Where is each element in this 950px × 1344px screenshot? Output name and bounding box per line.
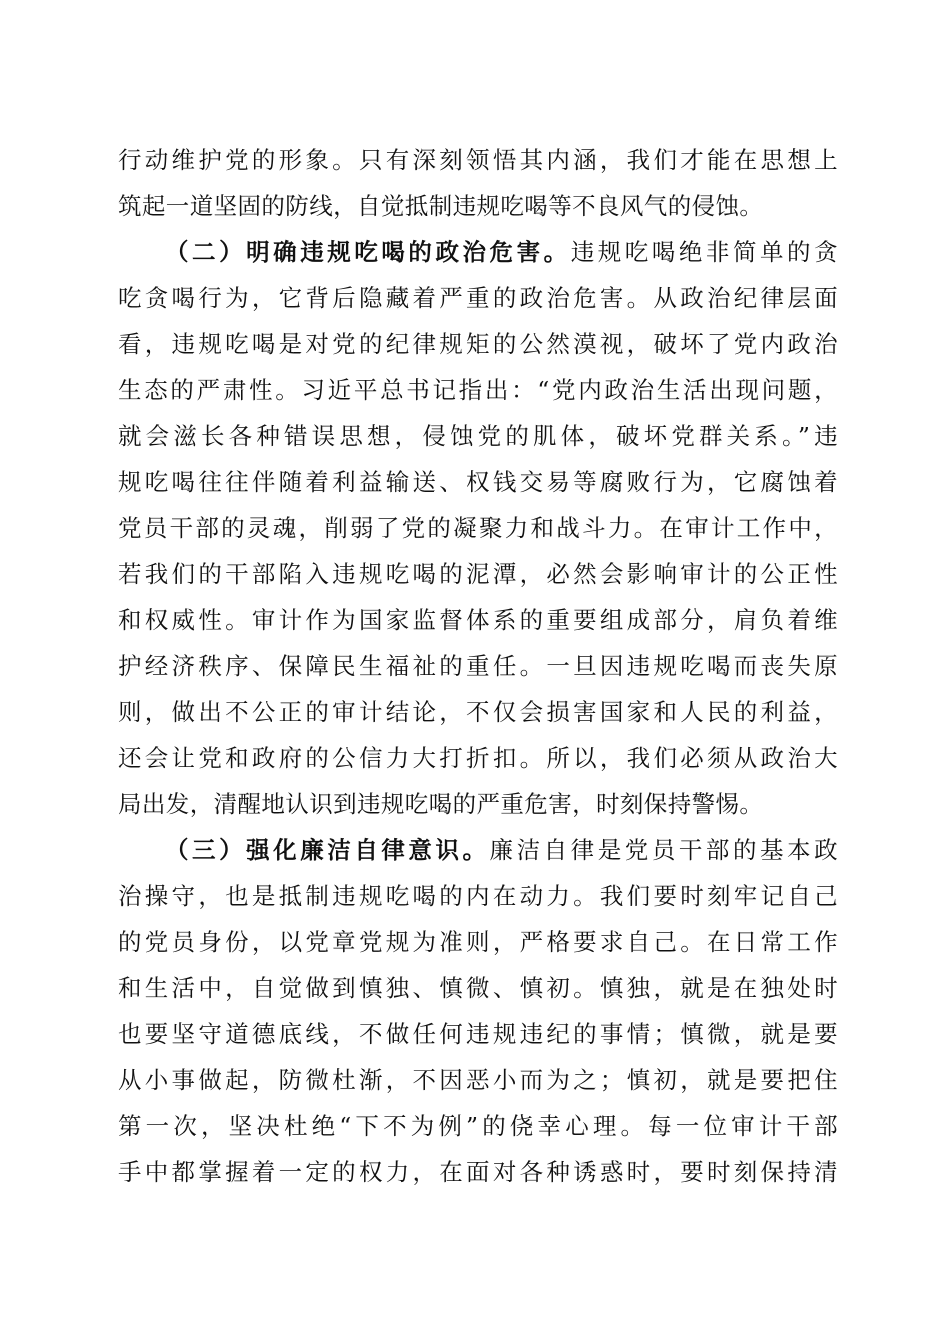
paragraph-2-line-7: 党员干部的灵魂，削弱了党的凝聚力和战斗力。在审计工作中， [118, 514, 838, 542]
paragraph-2-line-8: 若我们的干部陷入违规吃喝的泥潭，必然会影响审计的公正性 [118, 560, 838, 588]
section-heading-2: （二）明确违规吃喝的政治危害。 [165, 238, 571, 266]
paragraph-2-line-1 [165, 237, 838, 267]
paragraph-3-line-1-rest: 廉洁自律是党员干部的基本政 [489, 836, 838, 864]
paragraph-3-line-4: 和生活中，自觉做到慎独、慎微、慎初。慎独，就是在独处时 [118, 974, 838, 1002]
paragraph-1-line-2: 筑起一道坚固的防线，自觉抵制违规吃喝等不良风气的侵蚀。 [118, 192, 764, 220]
paragraph-2-line-12: 还会让党和政府的公信力大打折扣。所以，我们必须从政治大 [118, 744, 838, 772]
paragraph-3-line-7: 第一次，坚决杜绝“下不为例”的侥幸心理。每一位审计干部 [118, 1112, 838, 1140]
paragraph-3-line-6: 从小事做起，防微杜渐，不因恶小而为之；慎初，就是要把住 [118, 1066, 838, 1094]
paragraph-2-line-13: 局出发，清醒地认识到违规吃喝的严重危害，时刻保持警惕。 [118, 790, 764, 818]
paragraph-3-line-8: 手中都掌握着一定的权力，在面对各种诱惑时，要时刻保持清 [118, 1158, 838, 1186]
paragraph-3-line-1 [165, 835, 838, 865]
paragraph-1-line-1: 行动维护党的形象。只有深刻领悟其内涵，我们才能在思想上 [118, 146, 838, 174]
paragraph-3-line-3: 的党员身份，以党章党规为准则，严格要求自己。在日常工作 [118, 928, 838, 956]
paragraph-2-line-6: 规吃喝往往伴随着利益输送、权钱交易等腐败行为，它腐蚀着 [118, 468, 838, 496]
paragraph-2-line-3: 看，违规吃喝是对党的纪律规矩的公然漠视，破坏了党内政治 [118, 330, 838, 358]
paragraph-2-line-4: 生态的严肃性。习近平总书记指出：“党内政治生活出现问题， [118, 376, 838, 404]
section-heading-3: （三）强化廉洁自律意识。 [165, 836, 490, 864]
paragraph-2-line-10: 护经济秩序、保障民生福祉的重任。一旦因违规吃喝而丧失原 [118, 652, 838, 680]
paragraph-3-line-5: 也要坚守道德底线，不做任何违规违纪的事情；慎微，就是要 [118, 1020, 838, 1048]
paragraph-2-line-9: 和权威性。审计作为国家监督体系的重要组成部分，肩负着维 [118, 606, 838, 634]
paragraph-3-line-2: 治操守，也是抵制违规吃喝的内在动力。我们要时刻牢记自己 [118, 882, 838, 910]
paragraph-2-line-5: 就会滋长各种错误思想，侵蚀党的肌体，破坏党群关系。”违 [118, 422, 838, 450]
paragraph-2-line-11: 则，做出不公正的审计结论，不仅会损害国家和人民的利益， [118, 698, 838, 726]
paragraph-2-line-1-rest: 违规吃喝绝非简单的贪 [570, 238, 838, 266]
paragraph-2-line-2: 吃贪喝行为，它背后隐藏着严重的政治危害。从政治纪律层面 [118, 284, 838, 312]
